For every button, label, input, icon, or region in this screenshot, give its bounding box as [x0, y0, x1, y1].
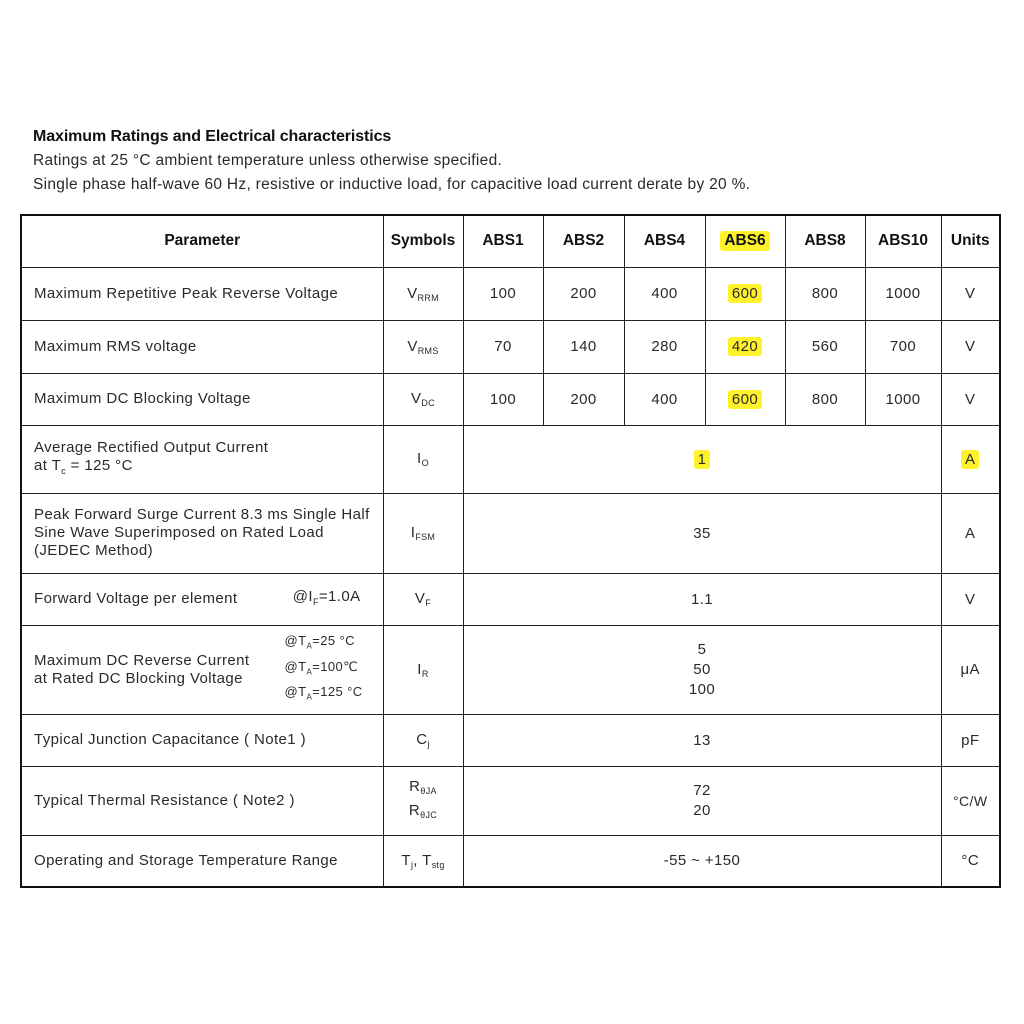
value-cell: 1000 — [865, 267, 941, 320]
table-row — [21, 493, 1000, 573]
table-row — [21, 766, 1000, 835]
param-cell: Operating and Storage Temperature Range — [21, 835, 383, 887]
subtitle-line-1: Ratings at 25 °C ambient temperature unless otherwise specified. — [33, 152, 503, 169]
param-cell: Maximum DC Reverse Current at Rated DC Blocking Voltage $@T_A=25$ °C $@T_A=100℃$ $@T_A=125$ °C — [21, 625, 383, 714]
value-cell: 35 — [463, 493, 941, 573]
value-cell: 100 — [463, 373, 543, 425]
value-cell: 140 — [543, 320, 624, 373]
value-cell: 560 — [785, 320, 865, 373]
param-cell: Typical Junction Capacitance ( Note1 ) — [21, 714, 383, 766]
symbol-cell: $V_{RMS}$ — [383, 320, 463, 373]
symbol-cell: $V_{DC}$ — [383, 373, 463, 425]
symbol-cell: $R_{\theta JA}$ $R_{\theta JC}$ — [383, 766, 463, 835]
value-cell — [705, 320, 785, 373]
table-row — [21, 835, 1000, 887]
table-row — [21, 425, 1000, 493]
header-abs4: ABS4 — [624, 215, 705, 267]
highlight: ABS6 — [720, 231, 769, 251]
value-cell: 200 — [543, 373, 624, 425]
value-cell: 800 — [785, 373, 865, 425]
value-cell — [705, 373, 785, 425]
table-row — [21, 714, 1000, 766]
table-row — [21, 320, 1000, 373]
value-cell: 13 — [463, 714, 941, 766]
page-title: Maximum Ratings and Electrical characteristics — [33, 128, 392, 145]
unit-cell — [941, 425, 1000, 493]
value-cell: 72 20 — [463, 766, 941, 835]
value-cell: 800 — [785, 267, 865, 320]
param-cell: Maximum RMS voltage — [21, 320, 383, 373]
unit-cell: V — [941, 320, 1000, 373]
highlight: 420 — [728, 337, 762, 356]
value-cell: -55 ~ +150 — [463, 835, 941, 887]
unit-cell: A — [941, 493, 1000, 573]
subtitle-line-2: Single phase half-wave 60 Hz, resistive or inductive load, for capacitive load current derate by 20 %. — [33, 176, 751, 193]
header-symbols: Symbols — [383, 215, 463, 267]
header-abs2: ABS2 — [543, 215, 624, 267]
unit-cell: μA — [941, 625, 1000, 714]
param-cell: Peak Forward Surge Current 8.3 ms Single Half Sine Wave Superimposed on Rated Load (JEDEC Method) — [21, 493, 383, 573]
symbol-cell: $I_R$ — [383, 625, 463, 714]
header-abs10: ABS10 — [865, 215, 941, 267]
highlight: A — [961, 450, 979, 469]
symbol-cell: $V_{RRM}$ — [383, 267, 463, 320]
header-abs6 — [705, 215, 785, 267]
value-cell: 200 — [543, 267, 624, 320]
symbol-cell: $I_O$ — [383, 425, 463, 493]
unit-cell: pF — [941, 714, 1000, 766]
param-cell: Average Rectified Output Current at $T_c = 125$ °C — [21, 425, 383, 493]
value-cell: 1.1 — [463, 573, 941, 625]
value-cell — [463, 425, 941, 493]
highlight: 1 — [694, 450, 711, 469]
value-cell — [705, 267, 785, 320]
symbol-cell: $T_j$, $T_{stg}$ — [383, 835, 463, 887]
header-abs1: ABS1 — [463, 215, 543, 267]
table-row — [21, 267, 1000, 320]
table-row — [21, 625, 1000, 714]
param-cell: Maximum DC Blocking Voltage — [21, 373, 383, 425]
symbol-cell: $V_F$ — [383, 573, 463, 625]
unit-cell: V — [941, 373, 1000, 425]
value-cell: 700 — [865, 320, 941, 373]
highlight: 600 — [728, 390, 762, 409]
value-cell: 1000 — [865, 373, 941, 425]
table-row — [21, 373, 1000, 425]
value-cell: 280 — [624, 320, 705, 373]
value-cell: 100 — [463, 267, 543, 320]
unit-cell: °C — [941, 835, 1000, 887]
unit-cell: V — [941, 267, 1000, 320]
value-cell: 70 — [463, 320, 543, 373]
unit-cell: V — [941, 573, 1000, 625]
table-header-row — [21, 215, 1000, 267]
header — [33, 128, 750, 200]
header-units: Units — [941, 215, 1000, 267]
header-parameter: Parameter — [21, 215, 383, 267]
highlight: 600 — [728, 284, 762, 303]
symbol-cell: $I_{FSM}$ — [383, 493, 463, 573]
ratings-table — [20, 214, 1001, 888]
param-cell: Maximum Repetitive Peak Reverse Voltage — [21, 267, 383, 320]
value-cell: 400 — [624, 373, 705, 425]
symbol-cell: $C_j$ — [383, 714, 463, 766]
param-cell: Forward Voltage per element $@I_F=1.0A$ — [21, 573, 383, 625]
value-cell: 400 — [624, 267, 705, 320]
header-abs8: ABS8 — [785, 215, 865, 267]
table-row — [21, 573, 1000, 625]
param-cell: Typical Thermal Resistance ( Note2 ) — [21, 766, 383, 835]
value-cell: 5 50 100 — [463, 625, 941, 714]
unit-cell: °C/W — [941, 766, 1000, 835]
